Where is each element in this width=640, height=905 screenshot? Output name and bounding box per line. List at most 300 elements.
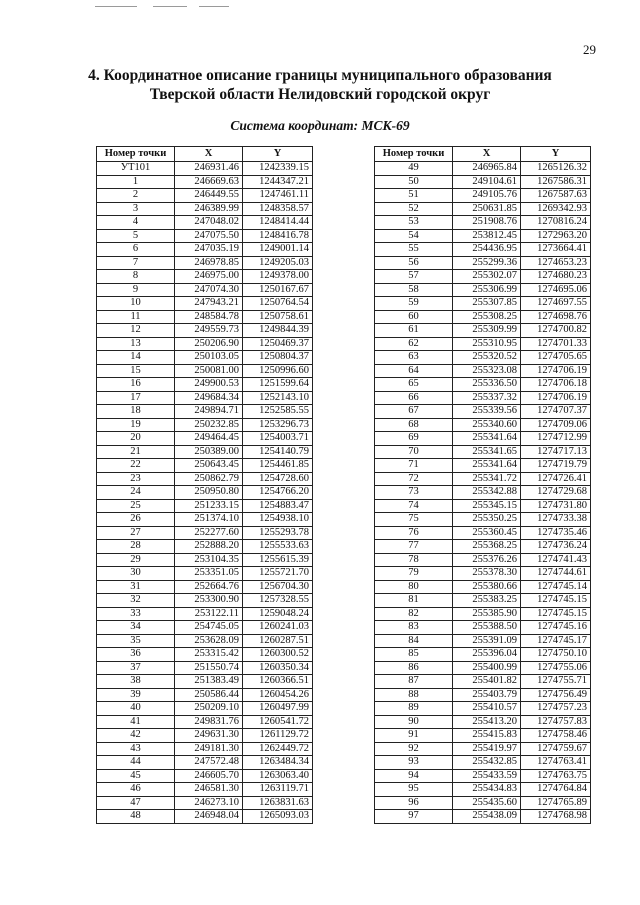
y-coordinate-cell: 1263063.40 <box>243 769 313 783</box>
point-number-cell: 92 <box>375 742 453 756</box>
x-coordinate-cell: 255342.88 <box>453 486 521 500</box>
point-number-cell: 15 <box>97 364 175 378</box>
point-number-cell: 36 <box>97 648 175 662</box>
x-coordinate-cell: 247943.21 <box>175 297 243 311</box>
x-coordinate-cell: 255337.32 <box>453 391 521 405</box>
y-coordinate-cell: 1260366.51 <box>243 675 313 689</box>
table-row <box>375 324 591 338</box>
x-coordinate-cell: 255410.57 <box>453 702 521 716</box>
y-coordinate-cell: 1274758.46 <box>521 729 591 743</box>
table-row <box>375 202 591 216</box>
table-row <box>97 459 313 473</box>
x-coordinate-cell: 246965.84 <box>453 162 521 176</box>
table-row <box>97 364 313 378</box>
point-number-cell: 47 <box>97 796 175 810</box>
y-coordinate-cell: 1274736.24 <box>521 540 591 554</box>
table-row <box>97 229 313 243</box>
y-coordinate-cell: 1274700.82 <box>521 324 591 338</box>
table-row <box>97 526 313 540</box>
table-row <box>97 432 313 446</box>
table-row <box>375 351 591 365</box>
x-coordinate-cell: 255368.25 <box>453 540 521 554</box>
table-row <box>375 553 591 567</box>
point-number-cell: 82 <box>375 607 453 621</box>
y-coordinate-cell: 1274764.84 <box>521 783 591 797</box>
point-number-cell: 50 <box>375 175 453 189</box>
y-coordinate-cell: 1274726.41 <box>521 472 591 486</box>
table-row <box>97 567 313 581</box>
y-coordinate-cell: 1248414.44 <box>243 216 313 230</box>
y-coordinate-cell: 1274706.19 <box>521 391 591 405</box>
table-row <box>375 756 591 770</box>
x-coordinate-cell: 253812.45 <box>453 229 521 243</box>
header-x: X <box>453 147 521 162</box>
y-coordinate-cell: 1274701.33 <box>521 337 591 351</box>
point-number-cell: 66 <box>375 391 453 405</box>
x-coordinate-cell: 255341.64 <box>453 432 521 446</box>
point-number-cell: 48 <box>97 810 175 824</box>
point-number-cell: 12 <box>97 324 175 338</box>
y-coordinate-cell: 1269342.93 <box>521 202 591 216</box>
point-number-cell: 37 <box>97 661 175 675</box>
table-row <box>375 769 591 783</box>
point-number-cell: 61 <box>375 324 453 338</box>
point-number-cell: 33 <box>97 607 175 621</box>
table-row <box>97 405 313 419</box>
point-number-cell: 14 <box>97 351 175 365</box>
x-coordinate-cell: 246605.70 <box>175 769 243 783</box>
y-coordinate-cell: 1252585.55 <box>243 405 313 419</box>
y-coordinate-cell: 1274706.19 <box>521 364 591 378</box>
table-row <box>97 337 313 351</box>
table-row <box>375 256 591 270</box>
point-number-cell: 51 <box>375 189 453 203</box>
x-coordinate-cell: 250232.85 <box>175 418 243 432</box>
y-coordinate-cell: 1274745.17 <box>521 634 591 648</box>
heading-line-2: Тверской области Нелидовский городской округ <box>149 86 491 103</box>
x-coordinate-cell: 248584.78 <box>175 310 243 324</box>
point-number-cell: 19 <box>97 418 175 432</box>
x-coordinate-cell: 251374.10 <box>175 513 243 527</box>
table-row <box>97 324 313 338</box>
point-number-cell: 94 <box>375 769 453 783</box>
y-coordinate-cell: 1255615.39 <box>243 553 313 567</box>
y-coordinate-cell: 1255533.63 <box>243 540 313 554</box>
table-row <box>97 297 313 311</box>
point-number-cell: 54 <box>375 229 453 243</box>
y-coordinate-cell: 1274712.99 <box>521 432 591 446</box>
point-number-cell: 32 <box>97 594 175 608</box>
point-number-cell: 67 <box>375 405 453 419</box>
table-row <box>97 769 313 783</box>
point-number-cell: 55 <box>375 243 453 257</box>
table-row <box>375 472 591 486</box>
y-coordinate-cell: 1250804.37 <box>243 351 313 365</box>
table-row <box>97 256 313 270</box>
x-coordinate-cell: 250586.44 <box>175 688 243 702</box>
y-coordinate-cell: 1274763.75 <box>521 769 591 783</box>
x-coordinate-cell: 255378.30 <box>453 567 521 581</box>
x-coordinate-cell: 255310.95 <box>453 337 521 351</box>
point-number-cell: 77 <box>375 540 453 554</box>
y-coordinate-cell: 1260454.26 <box>243 688 313 702</box>
x-coordinate-cell: 255341.65 <box>453 445 521 459</box>
point-number-cell: 18 <box>97 405 175 419</box>
y-coordinate-cell: 1265126.32 <box>521 162 591 176</box>
point-number-cell: 17 <box>97 391 175 405</box>
x-coordinate-cell: 246449.55 <box>175 189 243 203</box>
y-coordinate-cell: 1254003.71 <box>243 432 313 446</box>
y-coordinate-cell: 1273664.41 <box>521 243 591 257</box>
x-coordinate-cell: 255307.85 <box>453 297 521 311</box>
x-coordinate-cell: 249894.71 <box>175 405 243 419</box>
y-coordinate-cell: 1250469.37 <box>243 337 313 351</box>
table-row <box>375 283 591 297</box>
table-row <box>97 540 313 554</box>
table-row <box>97 702 313 716</box>
y-coordinate-cell: 1274741.43 <box>521 553 591 567</box>
y-coordinate-cell: 1274757.83 <box>521 715 591 729</box>
y-coordinate-cell: 1274745.14 <box>521 580 591 594</box>
coordinates-table-right <box>374 146 591 824</box>
coordinates-table-left <box>96 146 313 824</box>
table-row <box>97 216 313 230</box>
point-number-cell: 49 <box>375 162 453 176</box>
y-coordinate-cell: 1256704.30 <box>243 580 313 594</box>
x-coordinate-cell: 255309.99 <box>453 324 521 338</box>
point-number-cell: 62 <box>375 337 453 351</box>
point-number-cell: 1 <box>97 175 175 189</box>
scan-artifact-lines <box>95 6 255 8</box>
point-number-cell: 78 <box>375 553 453 567</box>
table-row <box>375 337 591 351</box>
x-coordinate-cell: 254745.05 <box>175 621 243 635</box>
x-coordinate-cell: 251550.74 <box>175 661 243 675</box>
table-row <box>97 175 313 189</box>
table-header-row <box>97 147 313 162</box>
y-coordinate-cell: 1250758.61 <box>243 310 313 324</box>
y-coordinate-cell: 1274745.15 <box>521 607 591 621</box>
header-x: X <box>175 147 243 162</box>
table-row <box>375 540 591 554</box>
table-row <box>97 621 313 635</box>
point-number-cell: 96 <box>375 796 453 810</box>
y-coordinate-cell: 1247461.11 <box>243 189 313 203</box>
y-coordinate-cell: 1267586.31 <box>521 175 591 189</box>
point-number-cell: 29 <box>97 553 175 567</box>
x-coordinate-cell: 249104.61 <box>453 175 521 189</box>
point-number-cell: 45 <box>97 769 175 783</box>
table-row <box>375 459 591 473</box>
x-coordinate-cell: 255308.25 <box>453 310 521 324</box>
coordinate-system-label: Система координат: МСК-69 <box>230 118 410 133</box>
x-coordinate-cell: 255419.97 <box>453 742 521 756</box>
x-coordinate-cell: 253122.11 <box>175 607 243 621</box>
table-row <box>97 810 313 824</box>
point-number-cell: 43 <box>97 742 175 756</box>
y-coordinate-cell: 1274755.71 <box>521 675 591 689</box>
point-number-cell: 22 <box>97 459 175 473</box>
x-coordinate-cell: 255385.90 <box>453 607 521 621</box>
x-coordinate-cell: 250862.79 <box>175 472 243 486</box>
point-number-cell: 31 <box>97 580 175 594</box>
table-row <box>375 742 591 756</box>
x-coordinate-cell: 255383.25 <box>453 594 521 608</box>
table-row <box>375 729 591 743</box>
table-row <box>375 810 591 824</box>
table-row <box>375 243 591 257</box>
point-number-cell: 56 <box>375 256 453 270</box>
point-number-cell: 26 <box>97 513 175 527</box>
x-coordinate-cell: 255433.59 <box>453 769 521 783</box>
point-number-cell: 93 <box>375 756 453 770</box>
table-row <box>375 297 591 311</box>
point-number-cell: 34 <box>97 621 175 635</box>
x-coordinate-cell: 255388.50 <box>453 621 521 635</box>
x-coordinate-cell: 249631.30 <box>175 729 243 743</box>
x-coordinate-cell: 250206.90 <box>175 337 243 351</box>
point-number-cell: 75 <box>375 513 453 527</box>
y-coordinate-cell: 1274680.23 <box>521 270 591 284</box>
table-row <box>97 378 313 392</box>
x-coordinate-cell: 247035.19 <box>175 243 243 257</box>
y-coordinate-cell: 1250996.60 <box>243 364 313 378</box>
x-coordinate-cell: 255413.20 <box>453 715 521 729</box>
point-number-cell: 95 <box>375 783 453 797</box>
header-y: Y <box>521 147 591 162</box>
table-row <box>97 607 313 621</box>
table-row <box>375 499 591 513</box>
point-number-cell: 59 <box>375 297 453 311</box>
x-coordinate-cell: 253628.09 <box>175 634 243 648</box>
y-coordinate-cell: 1274731.80 <box>521 499 591 513</box>
y-coordinate-cell: 1254728.60 <box>243 472 313 486</box>
point-number-cell: 72 <box>375 472 453 486</box>
y-coordinate-cell: 1254461.85 <box>243 459 313 473</box>
table-row <box>375 391 591 405</box>
x-coordinate-cell: 249181.30 <box>175 742 243 756</box>
y-coordinate-cell: 1274765.89 <box>521 796 591 810</box>
point-number-cell: 64 <box>375 364 453 378</box>
table-row <box>97 486 313 500</box>
y-coordinate-cell: 1260350.34 <box>243 661 313 675</box>
x-coordinate-cell: 255302.07 <box>453 270 521 284</box>
point-number-cell: 27 <box>97 526 175 540</box>
x-coordinate-cell: 255341.72 <box>453 472 521 486</box>
table-row <box>375 594 591 608</box>
table-row <box>375 796 591 810</box>
x-coordinate-cell: 255376.26 <box>453 553 521 567</box>
table-row <box>97 756 313 770</box>
point-number-cell: 87 <box>375 675 453 689</box>
table-row <box>97 715 313 729</box>
y-coordinate-cell: 1252143.10 <box>243 391 313 405</box>
y-coordinate-cell: 1274755.06 <box>521 661 591 675</box>
table-row <box>97 553 313 567</box>
y-coordinate-cell: 1244347.21 <box>243 175 313 189</box>
table-row <box>375 405 591 419</box>
x-coordinate-cell: 251908.76 <box>453 216 521 230</box>
x-coordinate-cell: 255391.09 <box>453 634 521 648</box>
table-row <box>97 729 313 743</box>
y-coordinate-cell: 1259048.24 <box>243 607 313 621</box>
y-coordinate-cell: 1274719.79 <box>521 459 591 473</box>
point-number-cell: 79 <box>375 567 453 581</box>
x-coordinate-cell: 247075.50 <box>175 229 243 243</box>
y-coordinate-cell: 1274763.41 <box>521 756 591 770</box>
table-row <box>375 783 591 797</box>
x-coordinate-cell: 255360.45 <box>453 526 521 540</box>
x-coordinate-cell: 253300.90 <box>175 594 243 608</box>
y-coordinate-cell: 1274759.67 <box>521 742 591 756</box>
table-row <box>97 675 313 689</box>
x-coordinate-cell: 255350.25 <box>453 513 521 527</box>
point-number-cell: 83 <box>375 621 453 635</box>
y-coordinate-cell: 1274744.61 <box>521 567 591 581</box>
point-number-cell: 35 <box>97 634 175 648</box>
y-coordinate-cell: 1274698.76 <box>521 310 591 324</box>
x-coordinate-cell: 255339.56 <box>453 405 521 419</box>
table-row <box>97 162 313 176</box>
x-coordinate-cell: 250950.80 <box>175 486 243 500</box>
x-coordinate-cell: 251233.15 <box>175 499 243 513</box>
table-row <box>97 189 313 203</box>
table-row <box>97 202 313 216</box>
x-coordinate-cell: 250209.10 <box>175 702 243 716</box>
table-row <box>375 607 591 621</box>
point-number-cell: 7 <box>97 256 175 270</box>
table-row <box>97 783 313 797</box>
table-row <box>375 364 591 378</box>
y-coordinate-cell: 1260497.99 <box>243 702 313 716</box>
table-row <box>97 499 313 513</box>
x-coordinate-cell: 250103.05 <box>175 351 243 365</box>
x-coordinate-cell: 255380.66 <box>453 580 521 594</box>
x-coordinate-cell: 246978.85 <box>175 256 243 270</box>
y-coordinate-cell: 1249378.00 <box>243 270 313 284</box>
x-coordinate-cell: 255434.83 <box>453 783 521 797</box>
point-number-cell: 23 <box>97 472 175 486</box>
y-coordinate-cell: 1262449.72 <box>243 742 313 756</box>
table-row <box>97 661 313 675</box>
x-coordinate-cell: 247074.30 <box>175 283 243 297</box>
x-coordinate-cell: 247048.02 <box>175 216 243 230</box>
point-number-cell: 41 <box>97 715 175 729</box>
y-coordinate-cell: 1263831.63 <box>243 796 313 810</box>
point-number-cell: 39 <box>97 688 175 702</box>
y-coordinate-cell: 1249205.03 <box>243 256 313 270</box>
document-heading <box>0 66 640 104</box>
x-coordinate-cell: 246948.04 <box>175 810 243 824</box>
point-number-cell: 44 <box>97 756 175 770</box>
y-coordinate-cell: 1274757.23 <box>521 702 591 716</box>
table-row <box>375 634 591 648</box>
y-coordinate-cell: 1274768.98 <box>521 810 591 824</box>
table-row <box>375 216 591 230</box>
y-coordinate-cell: 1274756.49 <box>521 688 591 702</box>
y-coordinate-cell: 1263119.71 <box>243 783 313 797</box>
page-number: 29 <box>583 42 596 57</box>
x-coordinate-cell: 254436.95 <box>453 243 521 257</box>
y-coordinate-cell: 1274733.38 <box>521 513 591 527</box>
x-coordinate-cell: 255299.36 <box>453 256 521 270</box>
point-number-cell: 10 <box>97 297 175 311</box>
y-coordinate-cell: 1267587.63 <box>521 189 591 203</box>
point-number-cell: 73 <box>375 486 453 500</box>
y-coordinate-cell: 1274709.06 <box>521 418 591 432</box>
y-coordinate-cell: 1274707.37 <box>521 405 591 419</box>
table-row <box>375 418 591 432</box>
x-coordinate-cell: 255336.50 <box>453 378 521 392</box>
table-row <box>97 283 313 297</box>
table-row <box>375 378 591 392</box>
x-coordinate-cell: 249464.45 <box>175 432 243 446</box>
point-number-cell: 58 <box>375 283 453 297</box>
point-number-cell: 38 <box>97 675 175 689</box>
point-number-cell: 89 <box>375 702 453 716</box>
y-coordinate-cell: 1274695.06 <box>521 283 591 297</box>
table-row <box>375 715 591 729</box>
x-coordinate-cell: 251383.49 <box>175 675 243 689</box>
x-coordinate-cell: 255320.52 <box>453 351 521 365</box>
point-number-cell: УТ101 <box>97 162 175 176</box>
x-coordinate-cell: 249105.76 <box>453 189 521 203</box>
table-row <box>97 513 313 527</box>
y-coordinate-cell: 1263484.34 <box>243 756 313 770</box>
y-coordinate-cell: 1253296.73 <box>243 418 313 432</box>
y-coordinate-cell: 1274745.16 <box>521 621 591 635</box>
header-point-number: Номер точки <box>375 147 453 162</box>
point-number-cell: 11 <box>97 310 175 324</box>
table-row <box>97 594 313 608</box>
point-number-cell: 25 <box>97 499 175 513</box>
point-number-cell: 65 <box>375 378 453 392</box>
y-coordinate-cell: 1260541.72 <box>243 715 313 729</box>
x-coordinate-cell: 252888.20 <box>175 540 243 554</box>
x-coordinate-cell: 250631.85 <box>453 202 521 216</box>
table-row <box>97 243 313 257</box>
x-coordinate-cell: 246581.30 <box>175 783 243 797</box>
table-row <box>375 688 591 702</box>
point-number-cell: 80 <box>375 580 453 594</box>
table-row <box>97 270 313 284</box>
x-coordinate-cell: 255323.08 <box>453 364 521 378</box>
table-row <box>375 189 591 203</box>
point-number-cell: 81 <box>375 594 453 608</box>
table-row <box>375 661 591 675</box>
y-coordinate-cell: 1265093.03 <box>243 810 313 824</box>
table-row <box>375 229 591 243</box>
y-coordinate-cell: 1254883.47 <box>243 499 313 513</box>
point-number-cell: 57 <box>375 270 453 284</box>
x-coordinate-cell: 252664.76 <box>175 580 243 594</box>
point-number-cell: 86 <box>375 661 453 675</box>
x-coordinate-cell: 255340.60 <box>453 418 521 432</box>
y-coordinate-cell: 1260300.52 <box>243 648 313 662</box>
x-coordinate-cell: 255438.09 <box>453 810 521 824</box>
table-row <box>375 432 591 446</box>
table-row <box>375 445 591 459</box>
x-coordinate-cell: 249559.73 <box>175 324 243 338</box>
y-coordinate-cell: 1261129.72 <box>243 729 313 743</box>
x-coordinate-cell: 255403.79 <box>453 688 521 702</box>
point-number-cell: 16 <box>97 378 175 392</box>
x-coordinate-cell: 255435.60 <box>453 796 521 810</box>
table-row <box>97 472 313 486</box>
table-row <box>375 162 591 176</box>
y-coordinate-cell: 1249844.39 <box>243 324 313 338</box>
point-number-cell: 3 <box>97 202 175 216</box>
